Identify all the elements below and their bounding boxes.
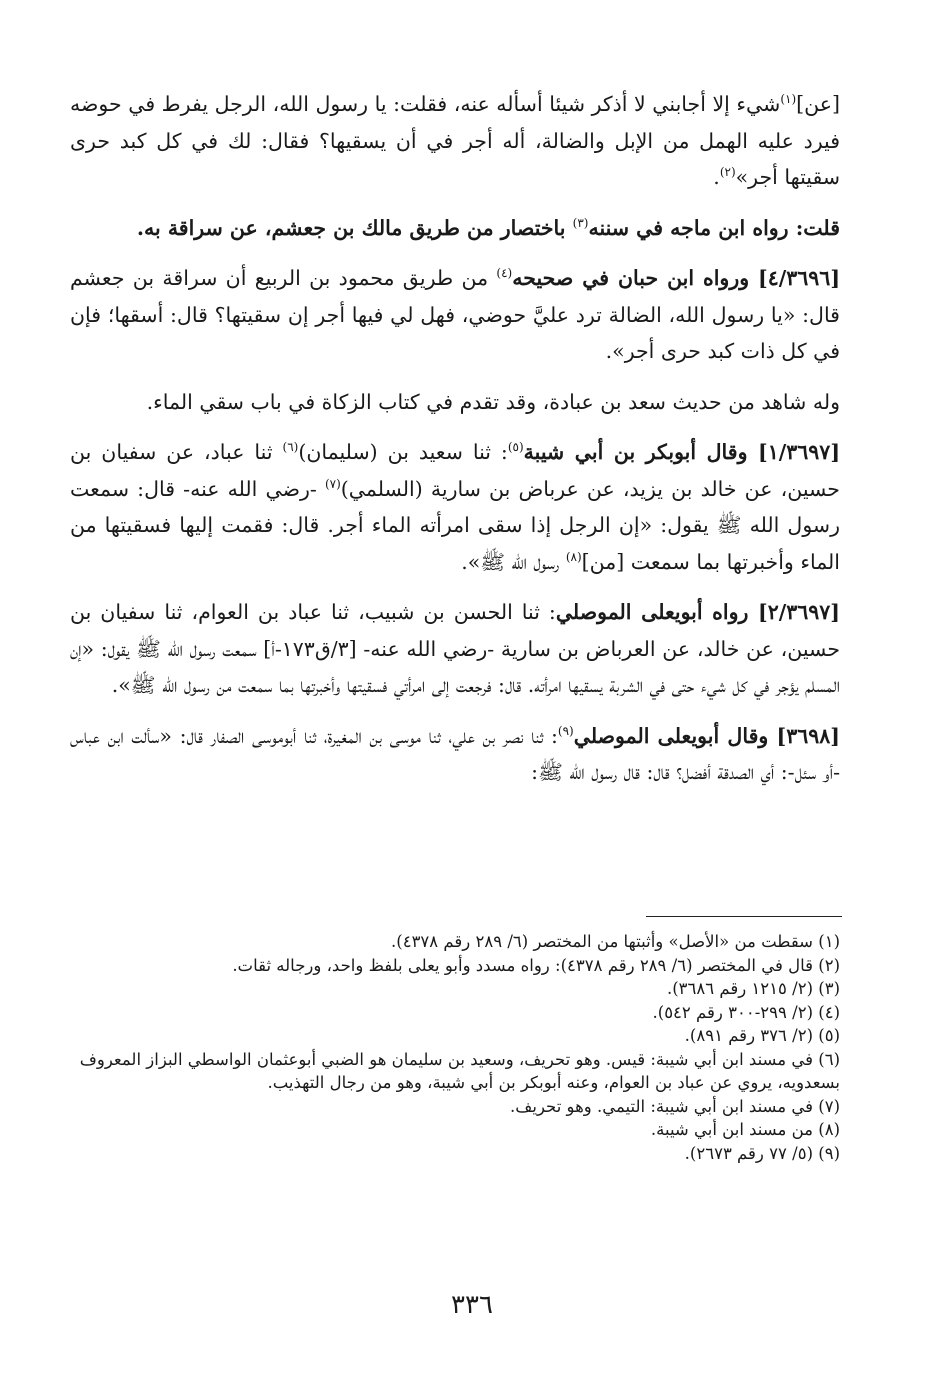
bold-lead: قلت: رواه ابن ماجه في سننه [588,215,840,240]
hadith-number-lead: [٣٦٩٨] وقال أبويعلى الموصلي [573,723,840,748]
footnote-ref: (٥) [507,440,524,455]
footnote-1: (١) سقطت من «الأصل» وأثبتها من المختصر (٦/ ٢٨٩ رقم ٤٣٧٨). [391,932,840,951]
paragraph-2 [70,210,840,247]
paragraph-7 [70,718,840,791]
footnote-2: (٢) قال في المختصر (٦/ ٢٨٩ رقم ٤٣٧٨): رواه مسدد وأبو يعلى بلفظ واحد، ورجاله ثقات. [232,955,840,975]
paragraph-1 [70,86,840,196]
text-segment: . [713,165,720,189]
text-segment: رسول الله ﷺ». [461,549,566,574]
footnote-ref: (١) [780,92,797,107]
footnote-9: (٩) (٥/ ٧٧ رقم ٢٦٧٣). [684,1143,840,1163]
footnotes [70,930,840,1165]
footnote-4: (٤) (٢/ ٢٩٩-٣٠٠ رقم ٥٤٢). [652,1002,840,1022]
paragraph-5 [70,434,840,580]
text-segment: ثنا عباد، عن سفيان بن حسين، عن خالد بن يزيد، عن عرباض بن سارية (السلمي) [70,440,840,501]
footnote-divider [646,916,842,917]
footnote-ref: (٧) [324,476,341,491]
footnote-6: (٦) في مسند ابن أبي شيبة: قيس. وهو تحريف، وسعيد بن سليمان هو الضبي أبوعثمان الواسطي البزاز المعروف بسعدويه، يروي عن عباد بن العوام، وعنه أبوبكر بن أبي شيبة، وهو من رجال التهذيب. [79,1049,840,1092]
hadith-number-lead: [٤/٣٦٩٦] ورواه ابن حبان في صحيحه [512,266,841,290]
paragraph-4 [70,384,840,421]
footnote-ref: (٤) [496,266,513,281]
hadith-number-lead: [٢/٣٦٩٧] رواه أبويعلى الموصلي [555,600,840,624]
text-segment: شيء إلا أجابني لا أذكر شيئا أسأله عنه، فقلت: يا رسول الله، الرجل يفرط في حوضه فيرد عليه الهمل من الإبل والضالة، أله أجر في أن يسقيها؟ فقال: لك في كل كبد حرى سقيتها أجر» [70,92,840,189]
text-segment: -رضي الله عنه- قال: سمعت رسول الله ﷺ يقول: «إن الرجل إذا سقى امرأته الماء أجر. قال: فقمت إليها فسقيتها من الماء وأخبرتها بما سمعت [من] [70,476,840,574]
text-segment: [عن] [796,92,840,116]
text-segment: : ثنا الحسن بن شبيب، ثنا عباد بن العوام، ثنا سفيان بن حسين، عن خالد، عن العرباض بن سارية -رضي الله عنه- [٣/ق١٧٣-أ] سمعت رسول الله ﷺ يقول: «إن المسلم يؤجر في كل شيء حتى في الشربة يسقيها امرأته. قال: فرجعت إلى امرأتي فسقيتها وأخبرتها بما سمعت من رسول الله ﷺ». [70,600,841,697]
paragraph-3 [70,260,840,370]
main-text [70,86,840,801]
bold-text: باختصار من طريق مالك بن جعشم، عن سراقة به. [136,215,573,240]
footnote-8: (٨) من مسند ابن أبي شيبة. [650,1120,840,1139]
footnote-ref: (٣) [572,215,589,230]
footnote-ref: (٢) [719,165,736,180]
footnote-ref: (٩) [557,723,574,738]
text-segment: : ثنا سعيد بن (سليمان) [298,440,508,464]
footnote-ref: (٨) [565,549,582,564]
text-segment: وله شاهد من حديث سعد بن عبادة، وقد تقدم في كتاب الزكاة في باب سقي الماء. [146,389,840,414]
page-number: ٣٣٦ [451,1290,493,1320]
hadith-number-lead: [١/٣٦٩٧] وقال أبوبكر بن أبي شيبة [523,440,841,464]
footnote-3: (٣) (٢/ ١٢١٥ رقم ٣٦٨٦). [666,979,840,998]
footnote-ref: (٦) [282,440,299,455]
text-segment: : ثنا نصر بن علي، ثنا موسى بن المغيرة، ثنا أبوموسى الصفار قال: «سألت ابن عباس -أو سئل-: أي الصدقة أفضل؟ قال: قال رسول الله ﷺ: [70,723,840,784]
footnote-5: (٥) (٢/ ٣٧٦ رقم ٨٩١). [684,1026,840,1045]
text-segment: من طريق محمود بن الربيع أن سراقة بن جعشم قال: «يا رسول الله، الضالة ترد عليَّ حوضي، فهل لي فيها أجر إن سقيتها؟ قال: أسقها؛ فإن في كل ذات كبد حرى أجر». [70,266,840,363]
paragraph-6 [70,594,840,704]
footnote-7: (٧) في مسند ابن أبي شيبة: التيمي. وهو تحريف. [510,1096,840,1116]
